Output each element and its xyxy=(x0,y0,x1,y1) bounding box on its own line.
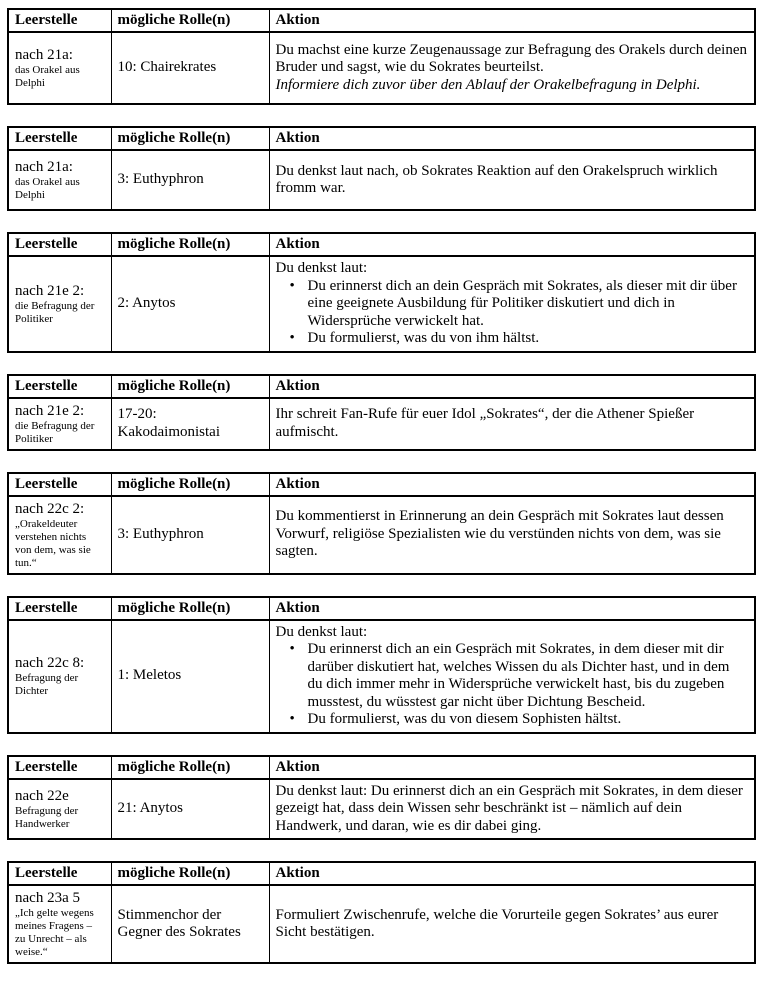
aktion-text: Du denkst laut nach, ob Sokrates Reaktion auf den Orakelspruch wirklich fromm war. xyxy=(275,162,718,196)
aktion-text: Formuliert Zwischenrufe, welche die Vorurteile gegen Sokrates’ aus eurer Sicht bestätigen. xyxy=(275,906,719,940)
aktion-text: Du denkst laut: xyxy=(275,623,368,640)
leerstelle-main: nach 21e 2: xyxy=(15,402,85,419)
worksheet xyxy=(7,8,754,964)
aktion-cell xyxy=(269,398,755,450)
column-header-leerstelle: Leerstelle xyxy=(8,9,111,32)
column-header-leerstelle: Leerstelle xyxy=(8,233,111,256)
leerstelle-main: nach 21a: xyxy=(15,47,73,63)
aktion-text: Du kommentierst in Erinnerung an dein Gespräch mit Sokrates laut dessen Vorwurf, religiöse Spezialisten wie du verstünden nichts von dem, was sie sagten. xyxy=(275,508,724,560)
column-header-aktion: Aktion xyxy=(269,473,755,496)
bullet-icon: • xyxy=(289,277,295,294)
table-header-row xyxy=(8,473,755,496)
leerstelle-sub: „Ich gelte wegens meines Fragens – zu Unrecht – als weise.“ xyxy=(15,907,94,958)
column-header-rolle: mögliche Rolle(n) xyxy=(111,375,269,398)
aktion-text: Du erinnerst dich an ein Gespräch mit Sokrates, in dem dieser mit dir darüber diskutiert hat, welches Wissen du als Dichter hast, und in dem du dich immer mehr in Widersprüche verwickelt hast, bis du zugeben musstest, du wüsstest gar nicht über Dichtung Bescheid. xyxy=(307,641,730,710)
leerstelle-sub: das Orakel aus Delphi xyxy=(15,176,80,201)
leerstelle-cell xyxy=(8,398,111,450)
aktion-cell xyxy=(269,32,755,104)
column-header-aktion: Aktion xyxy=(269,862,755,885)
column-header-rolle: mögliche Rolle(n) xyxy=(111,9,269,32)
leerstelle-sub: die Befragung der Politiker xyxy=(15,419,95,445)
aktion-bullet-item xyxy=(276,278,749,331)
column-header-rolle: mögliche Rolle(n) xyxy=(111,756,269,779)
role-assignment-table xyxy=(7,126,756,211)
leerstelle-main: nach 21a: xyxy=(15,159,73,175)
leerstelle-sub: das Orakel aus Delphi xyxy=(15,64,80,89)
column-header-leerstelle: Leerstelle xyxy=(8,127,111,150)
column-header-leerstelle: Leerstelle xyxy=(8,375,111,398)
aktion-cell xyxy=(269,150,755,210)
aktion-bullet-item xyxy=(276,330,749,348)
role-label: 1: Meletos xyxy=(117,667,182,684)
leerstelle-cell xyxy=(8,885,111,963)
role-cell xyxy=(111,150,269,210)
column-header-leerstelle: Leerstelle xyxy=(8,597,111,620)
aktion-text: Du machst eine kurze Zeugenaussage zur Befragung des Orakels durch deinen Bruder und sagst, wie du Sokrates beurteilst. xyxy=(275,41,747,76)
aktion-text: Du formulierst, was du von diesem Sophisten hältst. xyxy=(307,711,622,727)
leerstelle-cell xyxy=(8,620,111,733)
table-header-row xyxy=(8,9,755,32)
role-label: Stimmenchor der Gegner des Sokrates xyxy=(117,906,241,940)
leerstelle-sub: Befragung der Handwerker xyxy=(15,804,79,830)
leerstelle-main: nach 21e 2: xyxy=(15,282,85,299)
table-header-row xyxy=(8,756,755,779)
role-cell xyxy=(111,620,269,733)
role-label: 3: Euthyphron xyxy=(117,171,204,188)
bullet-icon: • xyxy=(289,330,295,346)
role-label: 3: Euthyphron xyxy=(117,525,204,542)
aktion-text: Du erinnerst dich an dein Gespräch mit Sokrates, als dieser mit dir über eine geeignete Ausbildung für Politiker diskutiert und dich in Widersprüche verwickelt hat. xyxy=(307,277,737,329)
leerstelle-cell xyxy=(8,496,111,574)
role-cell xyxy=(111,779,269,840)
table-header-row xyxy=(8,127,755,150)
bullet-icon: • xyxy=(289,711,295,727)
table-row xyxy=(8,150,755,210)
leerstelle-cell xyxy=(8,779,111,840)
column-header-aktion: Aktion xyxy=(269,375,755,398)
column-header-aktion: Aktion xyxy=(269,127,755,150)
leerstelle-sub: Befragung der Dichter xyxy=(15,672,79,697)
column-header-rolle: mögliche Rolle(n) xyxy=(111,862,269,885)
column-header-leerstelle: Leerstelle xyxy=(8,756,111,779)
column-header-rolle: mögliche Rolle(n) xyxy=(111,127,269,150)
role-assignment-table xyxy=(7,374,756,451)
leerstelle-cell xyxy=(8,256,111,352)
table-header-row xyxy=(8,233,755,256)
aktion-cell xyxy=(269,620,755,733)
aktion-cell xyxy=(269,885,755,963)
table-row xyxy=(8,496,755,574)
table-row xyxy=(8,779,755,840)
column-header-leerstelle: Leerstelle xyxy=(8,473,111,496)
leerstelle-main: nach 22c 2: xyxy=(15,500,85,517)
column-header-leerstelle: Leerstelle xyxy=(8,862,111,885)
role-label: 2: Anytos xyxy=(117,295,176,311)
aktion-cell xyxy=(269,496,755,574)
column-header-aktion: Aktion xyxy=(269,597,755,620)
aktion-text: Du denkst laut: Du erinnerst dich an ein Gespräch mit Sokrates, in dem dieser gezeigt hat, dass dein Wissen sehr beschränkt ist – nämlich auf dein Handwerk, und daran, wie es dir dabei ging. xyxy=(275,782,743,834)
role-assignment-table xyxy=(7,232,756,353)
leerstelle-cell xyxy=(8,32,111,104)
bullet-icon: • xyxy=(289,641,295,657)
role-cell xyxy=(111,496,269,574)
aktion-cell xyxy=(269,779,755,840)
aktion-bullet-item xyxy=(276,641,749,711)
leerstelle-main: nach 22e xyxy=(15,787,69,804)
role-assignment-table xyxy=(7,755,756,841)
aktion-bullet-item xyxy=(276,711,749,729)
table-header-row xyxy=(8,597,755,620)
leerstelle-cell xyxy=(8,150,111,210)
aktion-text: Ihr schreit Fan-Rufe für euer Idol „Sokrates“, der die Athener Spießer aufmischt. xyxy=(275,406,695,440)
leerstelle-main: nach 23a 5 xyxy=(15,890,80,906)
table-row xyxy=(8,256,755,352)
role-cell xyxy=(111,32,269,104)
column-header-rolle: mögliche Rolle(n) xyxy=(111,597,269,620)
role-assignment-table xyxy=(7,8,756,105)
leerstelle-main: nach 22c 8: xyxy=(15,655,85,671)
aktion-text: Informiere dich zuvor über den Ablauf der Orakelbefragung in Delphi. xyxy=(275,76,701,93)
aktion-text: Du formulierst, was du von ihm hältst. xyxy=(307,330,540,346)
table-header-row xyxy=(8,375,755,398)
role-cell xyxy=(111,885,269,963)
role-cell xyxy=(111,398,269,450)
table-row xyxy=(8,620,755,733)
column-header-rolle: mögliche Rolle(n) xyxy=(111,473,269,496)
role-label: 10: Chairekrates xyxy=(117,59,217,76)
role-label: 17-20: Kakodaimonistai xyxy=(117,406,220,440)
leerstelle-sub: „Orakeldeuter verstehen nichts von dem, was sie tun.“ xyxy=(15,517,91,569)
column-header-rolle: mögliche Rolle(n) xyxy=(111,233,269,256)
table-header-row xyxy=(8,862,755,885)
column-header-aktion: Aktion xyxy=(269,9,755,32)
role-assignment-table xyxy=(7,472,756,575)
role-assignment-table xyxy=(7,596,756,734)
role-label: 21: Anytos xyxy=(117,800,183,816)
table-row xyxy=(8,32,755,104)
column-header-aktion: Aktion xyxy=(269,233,755,256)
aktion-cell xyxy=(269,256,755,352)
leerstelle-sub: die Befragung der Politiker xyxy=(15,299,95,325)
column-header-aktion: Aktion xyxy=(269,756,755,779)
role-cell xyxy=(111,256,269,352)
table-row xyxy=(8,398,755,450)
aktion-text: Du denkst laut: xyxy=(275,260,368,276)
table-row xyxy=(8,885,755,963)
role-assignment-table xyxy=(7,861,756,964)
